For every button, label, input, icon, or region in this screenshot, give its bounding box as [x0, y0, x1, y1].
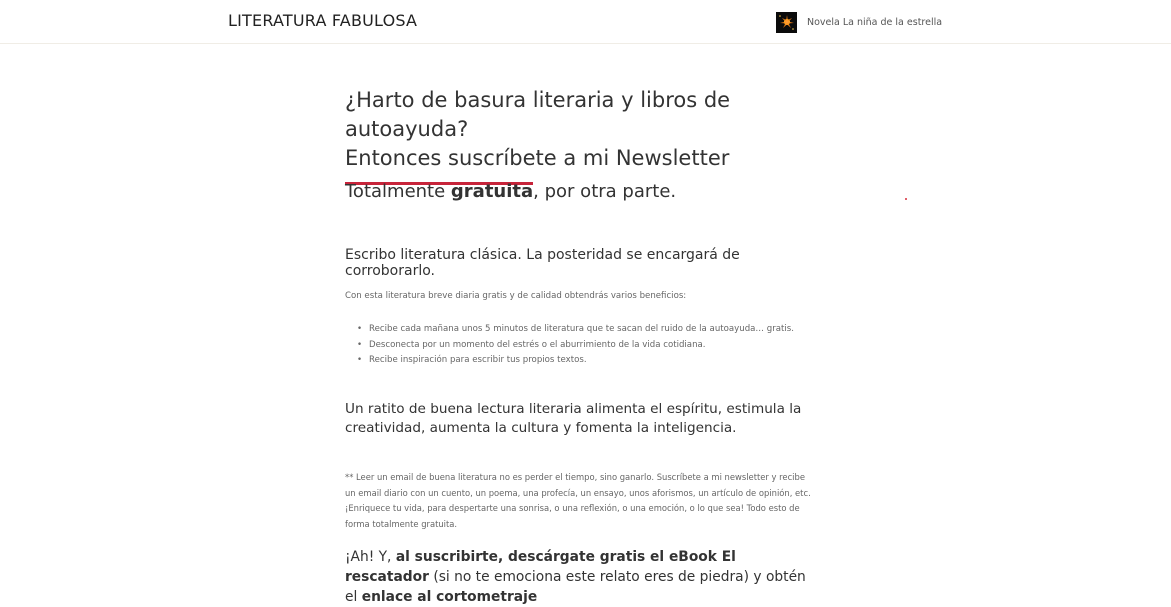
- subheadline-bold: gratuita: [450, 181, 534, 202]
- subheadline-suffix: , por otra parte.: [533, 181, 677, 202]
- list-item: • Recibe cada mañana unos 5 minutos de literatura que te sacan del ruido de la autoayuda… gratis.: [357, 322, 794, 338]
- subheadline-prefix: Totalmente: [345, 181, 451, 202]
- title-line-1: ¿Harto de basura literaria y libros de autoayuda?: [345, 88, 731, 141]
- subheadline: [345, 181, 815, 202]
- cta-text-4: enlace al cortometraje: [361, 589, 538, 605]
- decorative-dot: [905, 198, 907, 200]
- cta-text-1: ¡Ah! Y,: [345, 549, 396, 565]
- newsletter-article: [345, 86, 815, 605]
- ebook-cta: [345, 547, 815, 607]
- benefit-statement: Un ratito de buena lectura literaria alimenta el espíritu, estimula la creatividad, aumenta la cultura y fomenta la inteligencia.: [345, 401, 802, 436]
- novel-promo-link[interactable]: [776, 11, 942, 33]
- list-item: • Recibe inspiración para escribir tus propios textos.: [357, 353, 794, 369]
- page-title: [345, 86, 815, 173]
- site-header: [0, 0, 1171, 44]
- title-line-2: Entonces suscríbete a mi Newsletter: [345, 146, 730, 170]
- cta-text-3: (si no te emociona este relato eres de piedra) y obtén el: [345, 569, 806, 605]
- novel-promo-label: Novela La niña de la estrella: [807, 16, 943, 28]
- benefits-lead: Con esta literatura breve diaria gratis y de calidad obtendrás varios beneficios:: [345, 291, 687, 301]
- list-item: • Desconecta por un momento del estrés o el aburrimiento de la vida cotidiana.: [357, 338, 794, 354]
- novel-cover-icon: [776, 12, 797, 33]
- fine-print: ** Leer un email de buena literatura no es perder el tiempo, sino ganarlo. Suscríbete a mi newsletter y recibe un email diario con un cuento, un poema, una profecía, un ensayo, unos aforismos, un artículo de opinión, etc. ¡Enriquece tu vida, para despertarte una sonrisa, o una reflexión, o una emoción, o lo que sea! Todo esto de forma totalmente gratuita.: [345, 472, 811, 529]
- intro-text: Escribo literatura clásica. La posteridad se encargará de corroborarlo.: [345, 247, 740, 279]
- cta-text-2: al suscribirte, descárgate gratis el eBook El rescatador: [345, 549, 736, 585]
- site-title-link[interactable]: LITERATURA FABULOSA: [228, 11, 418, 30]
- benefits-list: [357, 322, 794, 369]
